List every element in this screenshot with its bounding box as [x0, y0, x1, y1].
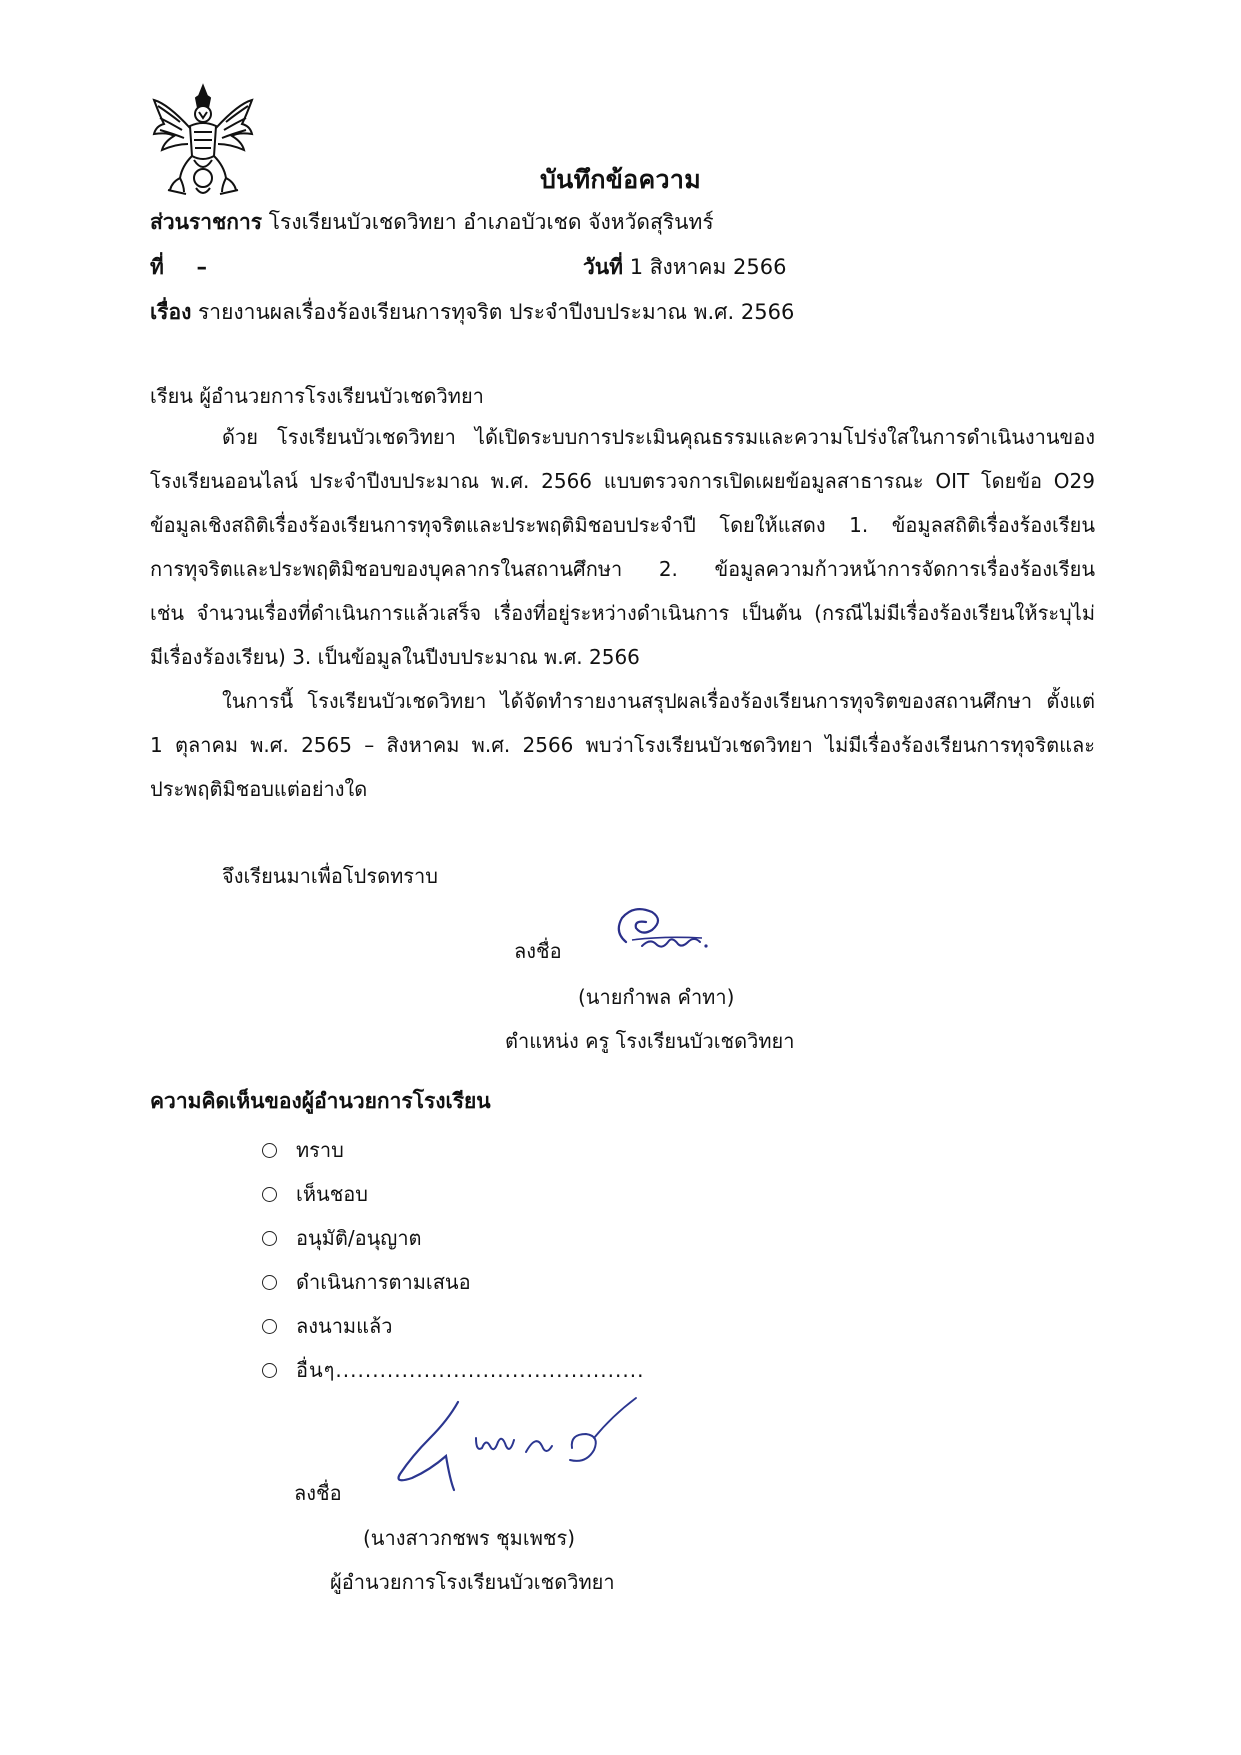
- ref-value: –: [196, 255, 208, 279]
- opinion-options: [262, 1128, 644, 1392]
- date-label: วันที่: [583, 255, 623, 279]
- subject-line: [150, 296, 794, 329]
- opinion-heading: ความคิดเห็นของผู้อำนวยการโรงเรียน: [150, 1089, 491, 1113]
- option-label: ลงนามแล้ว: [296, 1314, 393, 1338]
- option-label: อนุมัติ/อนุญาต: [296, 1226, 422, 1250]
- signer1-name: (นายกำพล คำทา): [578, 985, 735, 1009]
- ref-line: [150, 251, 207, 284]
- signer1-position: ตำแหน่ง ครู โรงเรียนบัวเชดวิทยา: [505, 1029, 795, 1053]
- option-acknowledge[interactable]: [262, 1128, 644, 1172]
- option-other[interactable]: [262, 1348, 644, 1392]
- option-signed[interactable]: [262, 1304, 644, 1348]
- option-label: เห็นชอบ: [296, 1182, 368, 1206]
- subject-label: เรื่อง: [150, 300, 192, 324]
- option-label: อื่นๆ..........................................: [296, 1358, 645, 1382]
- paragraph2-line: 1 ตุลาคม พ.ศ. 2565 – สิงหาคม พ.ศ. 2566 พบว่าโรงเรียนบัวเชดวิทยา ไม่มีเรื่องร้องเรียนการทุจริตและ: [150, 733, 1095, 757]
- agency-label: ส่วนราชการ: [150, 210, 263, 234]
- radio-circle-icon[interactable]: [262, 1187, 277, 1202]
- paragraph1-line: มีเรื่องร้องเรียน) 3. เป็นข้อมูลในปีงบประมาณ พ.ศ. 2566: [150, 645, 640, 669]
- radio-circle-icon[interactable]: [262, 1143, 277, 1158]
- date-value: 1 สิงหาคม 2566: [629, 255, 787, 279]
- agency-value: โรงเรียนบัวเชดวิทยา อำเภอบัวเชด จังหวัดสุรินทร์: [268, 210, 714, 234]
- paragraph1-line: การทุจริตและประพฤติมิชอบของบุคลากรในสถานศึกษา 2. ข้อมูลความก้าวหน้าการจัดการเรื่องร้องเรียน: [150, 557, 1095, 581]
- date-line: [583, 251, 786, 284]
- signer2-name: (นางสาวกชพร ชุมเพชร): [363, 1526, 576, 1550]
- subject-value: รายงานผลเรื่องร้องเรียนการทุจริต ประจำปีงบประมาณ พ.ศ. 2566: [198, 300, 795, 324]
- signer2-position: ผู้อำนวยการโรงเรียนบัวเชดวิทยา: [330, 1570, 615, 1594]
- option-label: ทราบ: [296, 1138, 344, 1162]
- closing-line: จึงเรียนมาเพื่อโปรดทราบ: [222, 864, 438, 888]
- signer2-signature: [360, 1390, 660, 1505]
- paragraph1-line: ข้อมูลเชิงสถิติเรื่องร้องเรียนการทุจริตและประพฤติมิชอบประจำปี โดยให้แสดง 1. ข้อมูลสถิติเรื่องร้องเรียน: [150, 513, 1095, 537]
- radio-circle-icon[interactable]: [262, 1319, 277, 1334]
- option-approve[interactable]: [262, 1216, 644, 1260]
- paragraph1-line: โรงเรียนออนไลน์ ประจำปีงบประมาณ พ.ศ. 2566 แบบตรวจการเปิดเผยข้อมูลสาธารณะ OIT โดยข้อ O29: [150, 469, 1095, 493]
- paragraph2-line: ประพฤติมิชอบแต่อย่างใด: [150, 777, 368, 801]
- ref-label: ที่: [150, 255, 164, 279]
- agency-line: [150, 206, 714, 239]
- document-title: บันทึกข้อความ: [540, 165, 701, 194]
- option-label: ดำเนินการตามเสนอ: [296, 1270, 471, 1294]
- option-agree[interactable]: [262, 1172, 644, 1216]
- radio-circle-icon[interactable]: [262, 1275, 277, 1290]
- salutation: เรียน ผู้อำนวยการโรงเรียนบัวเชดวิทยา: [150, 384, 484, 408]
- paragraph2-line: ในการนี้ โรงเรียนบัวเชดวิทยา ได้จัดทำรายงานสรุปผลเรื่องร้องเรียนการทุจริตของสถานศึกษา ตั้งแต่: [222, 689, 1095, 713]
- signer1-signature: [612, 902, 712, 962]
- option-proceed[interactable]: [262, 1260, 644, 1304]
- paragraph1-line: ด้วย โรงเรียนบัวเชดวิทยา ได้เปิดระบบการประเมินคุณธรรมและความโปร่งใสในการดำเนินงานของ: [222, 425, 1095, 449]
- signer2-sign-label: ลงชื่อ: [294, 1481, 342, 1505]
- radio-circle-icon[interactable]: [262, 1231, 277, 1246]
- paragraph1-line: เช่น จำนวนเรื่องที่ดำเนินการแล้วเสร็จ เรื่องที่อยู่ระหว่างดำเนินการ เป็นต้น (กรณีไม่มีเรื่องร้องเรียนให้ระบุไม่: [150, 601, 1095, 625]
- radio-circle-icon[interactable]: [262, 1363, 277, 1378]
- signer1-sign-label: ลงชื่อ: [514, 939, 562, 963]
